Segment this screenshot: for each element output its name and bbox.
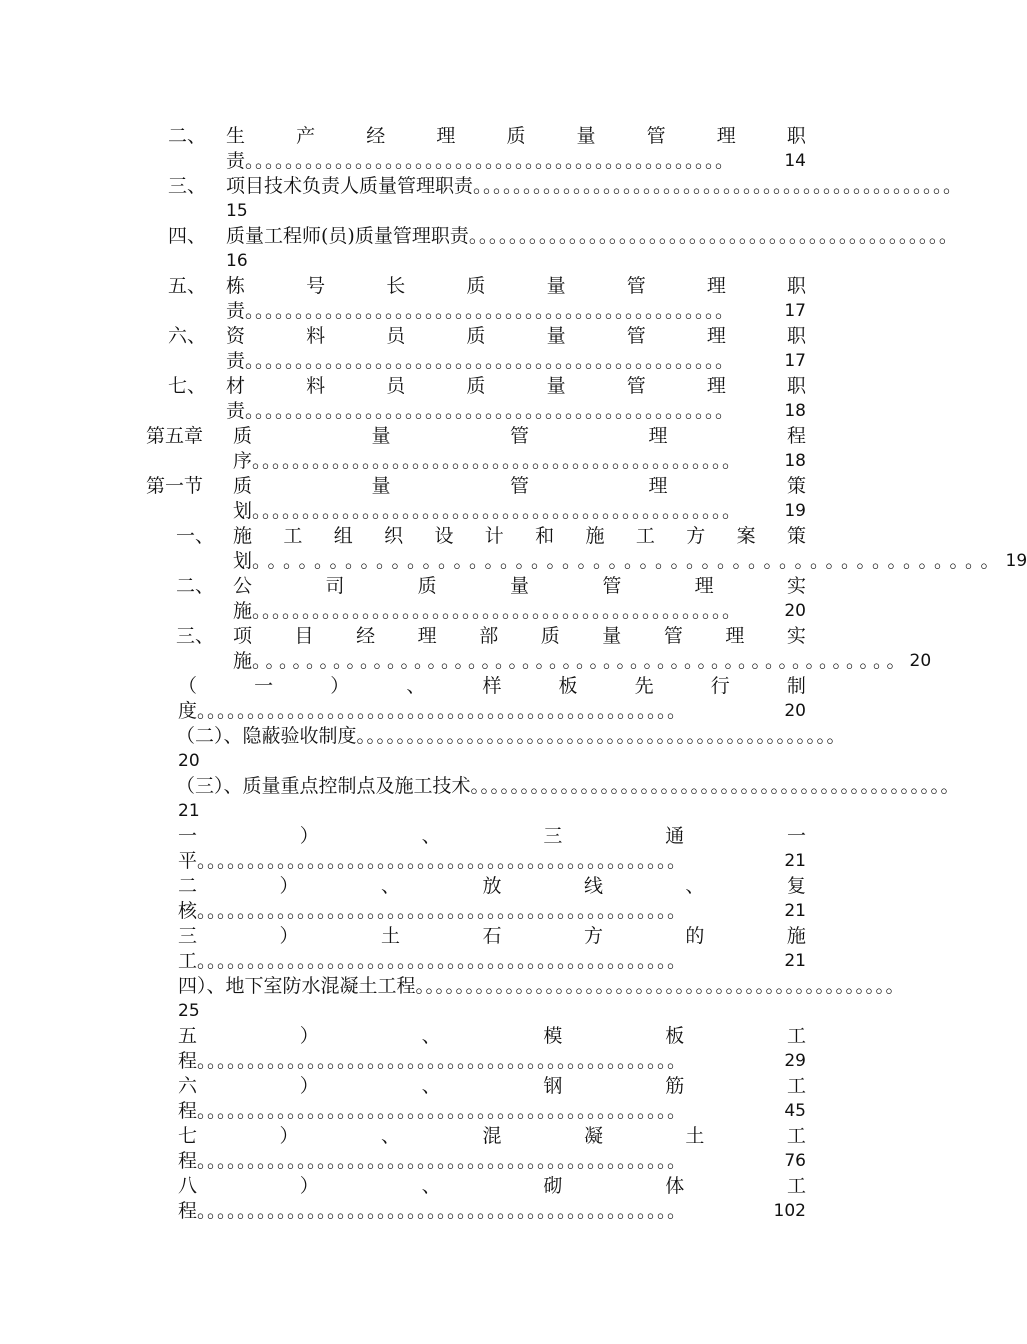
toc-leader: 。。。。。。。。。。。。。。。。。。。。。。。。。。。。。。。。。。。。。。。。。。。。。。。。: [252, 500, 742, 522]
toc-tail-char: 核: [178, 900, 198, 922]
toc-label: 五、: [168, 275, 207, 297]
toc-char: 员: [386, 325, 406, 347]
toc-entry-cont: [0, 399, 950, 424]
toc-char: 混: [482, 1125, 502, 1147]
toc-char: 质: [233, 425, 253, 447]
toc-title: [226, 324, 806, 349]
toc-entry: [0, 524, 950, 549]
toc-label: 第五章: [146, 425, 204, 447]
toc-char: ）: [299, 1075, 319, 1097]
toc-title: [178, 874, 806, 899]
toc-char: 职: [786, 275, 806, 297]
toc-char: 部: [479, 625, 499, 647]
toc-char: ）: [299, 1025, 319, 1047]
toc-entry-cont: [0, 249, 950, 274]
toc-char: 量: [546, 325, 566, 347]
toc-page-number: 19: [784, 501, 806, 521]
toc-page-number: 15: [226, 201, 248, 221]
toc-title: [226, 274, 806, 299]
toc-char: 质: [466, 275, 486, 297]
toc-title-text: 质量工程师(员)质量管理职责: [226, 225, 469, 247]
toc-leader: 。。。。。。。。。。。。。。。。。。。。。。。。。。。。。。。。。。。。。。。。。。。。。。。。: [197, 700, 687, 722]
toc-char: 目: [294, 625, 314, 647]
toc-title: [233, 624, 806, 649]
toc-char: 石: [482, 925, 502, 947]
toc-entry: [0, 1124, 950, 1149]
toc-char: 施: [585, 525, 605, 547]
toc-page-number: 21: [178, 801, 200, 821]
toc-entry-cont: [0, 499, 950, 524]
toc-entry-cont: [0, 349, 950, 374]
toc-entry-cont: [0, 749, 950, 774]
toc-leader: 。。。。。。。。。。。。。。。。。。。。。。。。。。。。。。。。。。。。。。。。。。。。。。。。: [197, 950, 687, 972]
toc-entry: [0, 224, 959, 249]
toc-entry: [0, 274, 950, 299]
toc-char: 行: [710, 675, 730, 697]
toc-entry: [0, 374, 950, 399]
toc-title-text: 四）、地下室防水混凝土工程: [178, 975, 416, 997]
toc-page-number: 16: [226, 251, 248, 271]
toc-leader: 。。。。。。。。。。。。。。。。。。。。。。。。。。。。。。。。。。。。。。。。。。。。。。。。: [470, 775, 961, 797]
toc-title: [226, 124, 806, 149]
toc-tail-char: 划: [233, 500, 253, 522]
toc-char: 理: [694, 575, 714, 597]
toc-entry: [0, 874, 950, 899]
toc-page-number: 18: [784, 401, 806, 421]
toc-char: 员: [386, 375, 406, 397]
toc-char: 理: [725, 625, 745, 647]
toc-char: 量: [371, 475, 391, 497]
toc-entry-cont: [0, 1199, 950, 1224]
toc-entry: [0, 424, 950, 449]
toc-tail: [178, 899, 806, 924]
toc-title: [233, 424, 806, 449]
toc-page-number: 76: [784, 1151, 806, 1171]
toc-tail-char: 责: [226, 350, 246, 372]
toc-title-text: （三）、质量重点控制点及施工技术: [176, 775, 471, 797]
toc-label: 七、: [168, 375, 207, 397]
toc-entry-cont: [0, 1149, 950, 1174]
toc-title-text: （二）、隐蔽验收制度: [176, 725, 357, 747]
toc-title: [226, 174, 963, 199]
toc-label: 二、: [168, 125, 207, 147]
toc-char: 土: [685, 1125, 705, 1147]
toc-char: 质: [466, 325, 486, 347]
toc-char: 、: [406, 675, 426, 697]
toc-entry: [0, 624, 950, 649]
toc-leader: 。。。。。。。。。。。。。。。。。。。。。。。。。。。。。。。。。。。。。。。。。。。。。。。。: [415, 975, 906, 997]
toc-tail: [226, 149, 806, 174]
toc-leader: 。。。。。。。。。。。。。。。。。。。。。。。。。。。。。。。。。。。。。。。。。。。。。。。。: [197, 1150, 687, 1172]
toc-page-number: 25: [178, 1001, 200, 1021]
toc-entry: [0, 124, 950, 149]
toc-page-number: 45: [784, 1101, 806, 1121]
toc-entry: [0, 674, 950, 699]
toc-leader: 。。。。。。。。。。。。。。。。。。。。。。。。。。。。。。。。。。。。。。。。。。。。。。。。: [252, 600, 742, 622]
toc-char: 程: [786, 425, 806, 447]
toc-char: 司: [325, 575, 345, 597]
toc-entry-cont: [0, 549, 1027, 574]
toc-char: 板: [558, 675, 578, 697]
toc-char: 实: [786, 625, 806, 647]
toc-title: [178, 1074, 806, 1099]
toc-char: （: [178, 675, 198, 697]
toc-entry-cont: [0, 699, 950, 724]
toc-char: 管: [646, 125, 666, 147]
toc-tail-char: 度: [178, 700, 198, 722]
toc-tail-char: 施: [233, 650, 253, 672]
toc-leader: 。。。。。。。。。。。。。。。。。。。。。。。。。。。。。。。。。。。。。。。。。。。。。。。。: [245, 350, 735, 372]
toc-title-text: 项目技术负责人质量管理职责: [226, 175, 474, 197]
toc-leader: 。。。。。。。。。。。。。。。。。。。。。。。。。。。。。。。。。。。。。。。。。。。。。。。。: [245, 400, 735, 422]
toc-char: 、: [421, 825, 441, 847]
toc-label: 二、: [176, 575, 215, 597]
toc-char: 八: [178, 1175, 198, 1197]
toc-char: 经: [366, 125, 386, 147]
toc-char: 复: [786, 875, 806, 897]
toc-char: 、: [421, 1175, 441, 1197]
toc-page-number: 20: [784, 701, 806, 721]
toc-leader: 。。。。。。。。。。。。。。。。。。。。。。。。。。。。。。。。。。。。。。。。。。。。。。。。: [356, 725, 847, 747]
toc-page-number: 17: [784, 301, 806, 321]
toc-page-number: 20: [178, 751, 200, 771]
toc-entry-cont: [0, 449, 950, 474]
toc-page-number: 21: [784, 901, 806, 921]
toc-page-number: 19: [1005, 551, 1027, 571]
toc-char: 通: [665, 825, 685, 847]
toc-char: 理: [417, 625, 437, 647]
toc-title: [178, 974, 906, 999]
toc-page-number: 29: [784, 1051, 806, 1071]
toc-label: 一、: [176, 525, 215, 547]
toc-char: 量: [602, 625, 622, 647]
toc-char: 资: [226, 325, 246, 347]
toc-entry: [0, 1074, 950, 1099]
toc-char: 质: [506, 125, 526, 147]
toc-char: 六: [178, 1075, 198, 1097]
toc-char: 计: [484, 525, 504, 547]
toc-char: 料: [306, 325, 326, 347]
toc-char: 模: [543, 1025, 563, 1047]
toc-title: [178, 1124, 806, 1149]
toc-title: [233, 474, 806, 499]
toc-tail: [178, 1099, 806, 1124]
toc-char: 砌: [543, 1175, 563, 1197]
toc-entry: [0, 324, 950, 349]
toc-tail: [178, 849, 806, 874]
toc-char: 样: [482, 675, 502, 697]
toc-char: 管: [626, 375, 646, 397]
toc-leader: 。。。。。。。。。。。。。。。。。。。。。。。。。。。。。。。。。。。。。。。。。。。。。。。。: [468, 225, 959, 247]
toc-tail-char: 程: [178, 1050, 198, 1072]
toc-char: 管: [663, 625, 683, 647]
toc-page-number: 14: [784, 151, 806, 171]
toc-page-number: 20: [784, 601, 806, 621]
toc-leader: 。。。。。。。。。。。。。。。。。。。。。。。。。。。。。。。。。。。。。。。。。。。。。。。。: [197, 1100, 687, 1122]
toc-char: 工: [786, 1175, 806, 1197]
toc-entry: [0, 574, 950, 599]
toc-tail: [178, 699, 806, 724]
toc-tail-char: 序: [233, 450, 253, 472]
toc-char: 施: [233, 525, 253, 547]
toc-tail-char: 工: [178, 950, 198, 972]
toc-entry-cont: [0, 1049, 950, 1074]
toc-label: 第一节: [146, 475, 204, 497]
toc-title: [178, 1024, 806, 1049]
toc-char: 一: [178, 825, 198, 847]
toc-char: 理: [436, 125, 456, 147]
toc-char: 方: [583, 925, 603, 947]
toc-char: 量: [576, 125, 596, 147]
toc-leader: 。。。。。。。。。。。。。。。。。。。。。。。。。。。。。。。。。。。。。。。。。。。。。。。。: [197, 900, 687, 922]
toc-entry: [0, 474, 950, 499]
toc-entry: [0, 174, 963, 199]
toc-leader: 。。。。。。。。。。。。。。。。。。。。。。。。。。。。。。。。。。。。。。。。。。。。。。。。: [197, 850, 687, 872]
toc-char: 号: [306, 275, 326, 297]
toc-tail: [178, 949, 806, 974]
toc-title: [176, 774, 961, 799]
toc-label: 三、: [168, 175, 207, 197]
toc-char: 案: [736, 525, 756, 547]
toc-tail-char: 程: [178, 1150, 198, 1172]
toc-entry-cont: [0, 799, 950, 824]
toc-char: 、: [421, 1025, 441, 1047]
toc-char: 实: [786, 575, 806, 597]
toc-tail: [178, 1149, 806, 1174]
toc-entry: [0, 924, 950, 949]
toc-entry-cont: [0, 1099, 950, 1124]
toc-tail-char: 平: [178, 850, 198, 872]
toc-entry-cont: [0, 999, 950, 1024]
toc-entry: [0, 1024, 950, 1049]
toc-char: 管: [509, 475, 529, 497]
toc-char: 工: [786, 1125, 806, 1147]
toc-char: 三: [178, 925, 198, 947]
toc-title: [226, 374, 806, 399]
toc-char: 项: [233, 625, 253, 647]
toc-tail: [233, 599, 806, 624]
toc-entry: [0, 1174, 950, 1199]
toc-char: 质: [540, 625, 560, 647]
toc-char: 量: [509, 575, 529, 597]
toc-label: 三、: [176, 625, 215, 647]
toc-char: 、: [421, 1075, 441, 1097]
toc-title: [178, 924, 806, 949]
toc-entry: [0, 974, 950, 999]
toc-tail-char: 程: [178, 1100, 198, 1122]
toc-char: 工: [635, 525, 655, 547]
toc-char: ）: [299, 1175, 319, 1197]
toc-char: ）: [330, 675, 350, 697]
toc-char: 量: [546, 375, 566, 397]
toc-page-number: 17: [784, 351, 806, 371]
toc-char: 产: [296, 125, 316, 147]
toc-char: 管: [626, 275, 646, 297]
toc-char: 的: [685, 925, 705, 947]
toc-char: ）: [299, 825, 319, 847]
toc-char: 质: [233, 475, 253, 497]
toc-char: 量: [371, 425, 391, 447]
toc-char: 七: [178, 1125, 198, 1147]
toc-tail-char: 责: [226, 150, 246, 172]
toc-tail: [226, 299, 806, 324]
toc-tail-char: 责: [226, 300, 246, 322]
toc-char: 经: [356, 625, 376, 647]
toc-char: 职: [786, 125, 806, 147]
toc-page-number: 18: [784, 451, 806, 471]
toc-char: 理: [648, 475, 668, 497]
toc-tail: [233, 449, 806, 474]
toc-tail: [233, 649, 932, 674]
toc-leader: 。。。。。。。。。。。。。。。。。。。。。。。。。。。。。。。。。。。。。。。。。。。。。。。。: [252, 550, 1006, 572]
toc-entry-cont: [0, 899, 950, 924]
toc-char: 材: [226, 375, 246, 397]
toc-char: ）: [279, 1125, 299, 1147]
toc-char: 工: [786, 1025, 806, 1047]
toc-tail: [178, 1199, 806, 1224]
toc-leader: 。。。。。。。。。。。。。。。。。。。。。。。。。。。。。。。。。。。。。。。。。。。。。。。。: [245, 150, 735, 172]
toc-char: 质: [417, 575, 437, 597]
toc-tail-char: 责: [226, 400, 246, 422]
toc-char: 土: [380, 925, 400, 947]
toc-leader: 。。。。。。。。。。。。。。。。。。。。。。。。。。。。。。。。。。。。。。。。。。。。。。。。: [245, 300, 735, 322]
toc-page-number: 21: [784, 851, 806, 871]
toc-char: 长: [386, 275, 406, 297]
toc-title: [178, 674, 806, 699]
toc-char: 织: [384, 525, 404, 547]
toc-tail-char: 施: [233, 600, 253, 622]
toc-char: 板: [665, 1025, 685, 1047]
toc-entry: [0, 824, 950, 849]
toc-char: 、: [685, 875, 705, 897]
toc-char: 放: [482, 875, 502, 897]
toc-leader: 。。。。。。。。。。。。。。。。。。。。。。。。。。。。。。。。。。。。。。。。。。。。。。。。: [252, 650, 910, 672]
toc-label: 六、: [168, 325, 207, 347]
toc-tail: [233, 499, 806, 524]
toc-title: [178, 824, 806, 849]
toc-entry-cont: [0, 649, 950, 674]
toc-char: 职: [786, 375, 806, 397]
toc-page-number: 20: [909, 651, 932, 671]
toc-page-number: 102: [773, 1201, 806, 1221]
toc-char: 体: [665, 1175, 685, 1197]
toc-char: 和: [535, 525, 555, 547]
toc-char: 、: [380, 1125, 400, 1147]
toc-char: 、: [380, 875, 400, 897]
toc-leader: 。。。。。。。。。。。。。。。。。。。。。。。。。。。。。。。。。。。。。。。。。。。。。。。。: [252, 450, 742, 472]
toc-entry-cont: [0, 199, 950, 224]
toc-page-number: 21: [784, 951, 806, 971]
toc-char: 策: [786, 525, 806, 547]
toc-char: 一: [254, 675, 274, 697]
toc-char: 策: [786, 475, 806, 497]
toc-char: 一: [786, 825, 806, 847]
toc-char: 理: [706, 275, 726, 297]
toc-entry-cont: [0, 299, 950, 324]
toc-leader: 。。。。。。。。。。。。。。。。。。。。。。。。。。。。。。。。。。。。。。。。。。。。。。。。: [197, 1200, 687, 1222]
toc-char: 组: [333, 525, 353, 547]
toc-char: ）: [279, 925, 299, 947]
toc-entry-cont: [0, 949, 950, 974]
toc-entry-cont: [0, 599, 950, 624]
toc-tail-char: 程: [178, 1200, 198, 1222]
toc-tail: [233, 549, 1027, 574]
toc-entry: [0, 724, 950, 749]
toc-tail-char: 划: [233, 550, 253, 572]
toc-title: [226, 224, 959, 249]
toc-char: 制: [786, 675, 806, 697]
toc-char: 凝: [583, 1125, 603, 1147]
toc-char: 二: [178, 875, 198, 897]
toc-title: [233, 574, 806, 599]
toc-title: [233, 524, 806, 549]
toc-leader: 。。。。。。。。。。。。。。。。。。。。。。。。。。。。。。。。。。。。。。。。。。。。。。。。: [473, 175, 963, 197]
toc-char: 工: [786, 1075, 806, 1097]
toc-title: [178, 1174, 806, 1199]
toc-char: 三: [543, 825, 563, 847]
toc-entry-cont: [0, 849, 950, 874]
toc-char: 筋: [665, 1075, 685, 1097]
toc-char: 理: [716, 125, 736, 147]
toc-char: 料: [306, 375, 326, 397]
toc-char: 五: [178, 1025, 198, 1047]
toc-char: 职: [786, 325, 806, 347]
toc-char: 管: [509, 425, 529, 447]
toc-tail: [226, 399, 806, 424]
toc-char: ）: [279, 875, 299, 897]
toc-char: 管: [626, 325, 646, 347]
toc-char: 方: [686, 525, 706, 547]
toc-entry-cont: [0, 149, 950, 174]
toc-char: 先: [634, 675, 654, 697]
toc-char: 公: [233, 575, 253, 597]
toc-title: [176, 724, 847, 749]
toc-tail: [178, 1049, 806, 1074]
toc-char: 量: [546, 275, 566, 297]
toc-leader: 。。。。。。。。。。。。。。。。。。。。。。。。。。。。。。。。。。。。。。。。。。。。。。。。: [197, 1050, 687, 1072]
toc-char: 栋: [226, 275, 246, 297]
toc-char: 管: [602, 575, 622, 597]
toc-char: 理: [706, 325, 726, 347]
toc-char: 生: [226, 125, 246, 147]
toc-label: 四、: [168, 225, 207, 247]
toc-char: 工: [283, 525, 303, 547]
toc-char: 理: [648, 425, 668, 447]
toc-entry: [0, 774, 961, 799]
toc-char: 线: [583, 875, 603, 897]
toc-tail: [226, 349, 806, 374]
toc-char: 质: [466, 375, 486, 397]
toc-char: 理: [706, 375, 726, 397]
toc-char: 设: [434, 525, 454, 547]
toc-char: 施: [786, 925, 806, 947]
toc-char: 钢: [543, 1075, 563, 1097]
